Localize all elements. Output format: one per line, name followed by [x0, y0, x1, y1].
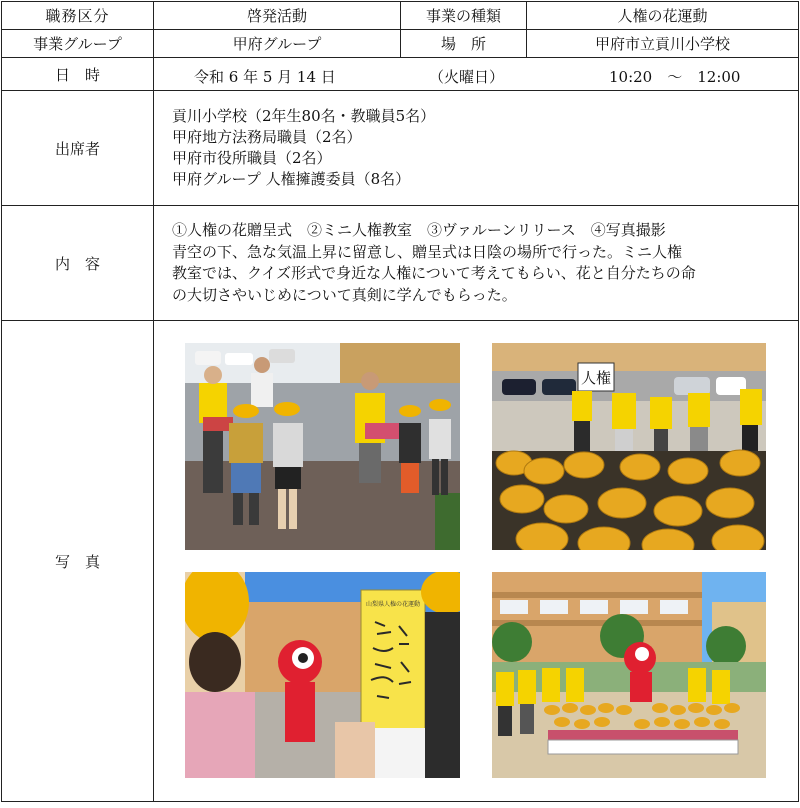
content-text: [154, 206, 799, 321]
location-value: 甲府市立貢川小学校: [527, 30, 799, 58]
sign-text: 人権: [580, 369, 612, 387]
photos-area: [154, 321, 799, 802]
photos-label: 写 真: [2, 321, 154, 802]
attendee-line: 甲府グループ 人権擁護委員（8名）: [172, 170, 411, 188]
weekday-text: （火曜日）: [429, 68, 505, 86]
content-line: 青空の下、急な気温上昇に留意し、贈呈式は日陰の場所で行った。ミニ人権: [172, 242, 683, 261]
content-label: 内 容: [2, 206, 154, 321]
photo-flower-ceremony: [185, 343, 460, 550]
content-line: 教室では、クイズ形式で身近な人権について考えてもらい、花と自分たちの命: [172, 264, 696, 282]
group-value: 甲府グループ: [154, 30, 401, 58]
report-table: [1, 1, 799, 802]
job-category-value: 啓発活動: [154, 2, 401, 30]
attendee-line: 貢川小学校（2年生80名・教職員5名）: [172, 107, 436, 125]
content-line: ①人権の花贈呈式 ②ミニ人権教室 ③ヴァルーンリリース ④写真撮影: [172, 221, 666, 239]
datetime-label: 日 時: [2, 58, 154, 91]
photo-group: [492, 572, 766, 778]
job-category-label: 職務区分: [2, 2, 154, 30]
attendee-line: 甲府市役所職員（2名）: [172, 149, 332, 167]
attendees-list: [154, 91, 799, 206]
group-label: 事業グループ: [2, 30, 154, 58]
project-type-label: 事業の種類: [401, 2, 527, 30]
date-text: 令和 6 年 5 月 14 日: [194, 68, 336, 86]
attendee-line: 甲府地方法務局職員（2名）: [172, 128, 362, 146]
project-type-value: 人権の花運動: [527, 2, 799, 30]
datetime-value: [154, 58, 799, 91]
photo-message-card: [185, 572, 460, 778]
card-title: 山梨県人権の花運動: [365, 601, 421, 608]
attendees-label: 出席者: [2, 91, 154, 206]
location-label: 場 所: [401, 30, 527, 58]
photo-mini-class: [492, 343, 766, 550]
time-text: 10:20 ～ 12:00: [609, 68, 741, 86]
content-line: の大切さやいじめについて真剣に学んでもらった。: [172, 285, 517, 304]
